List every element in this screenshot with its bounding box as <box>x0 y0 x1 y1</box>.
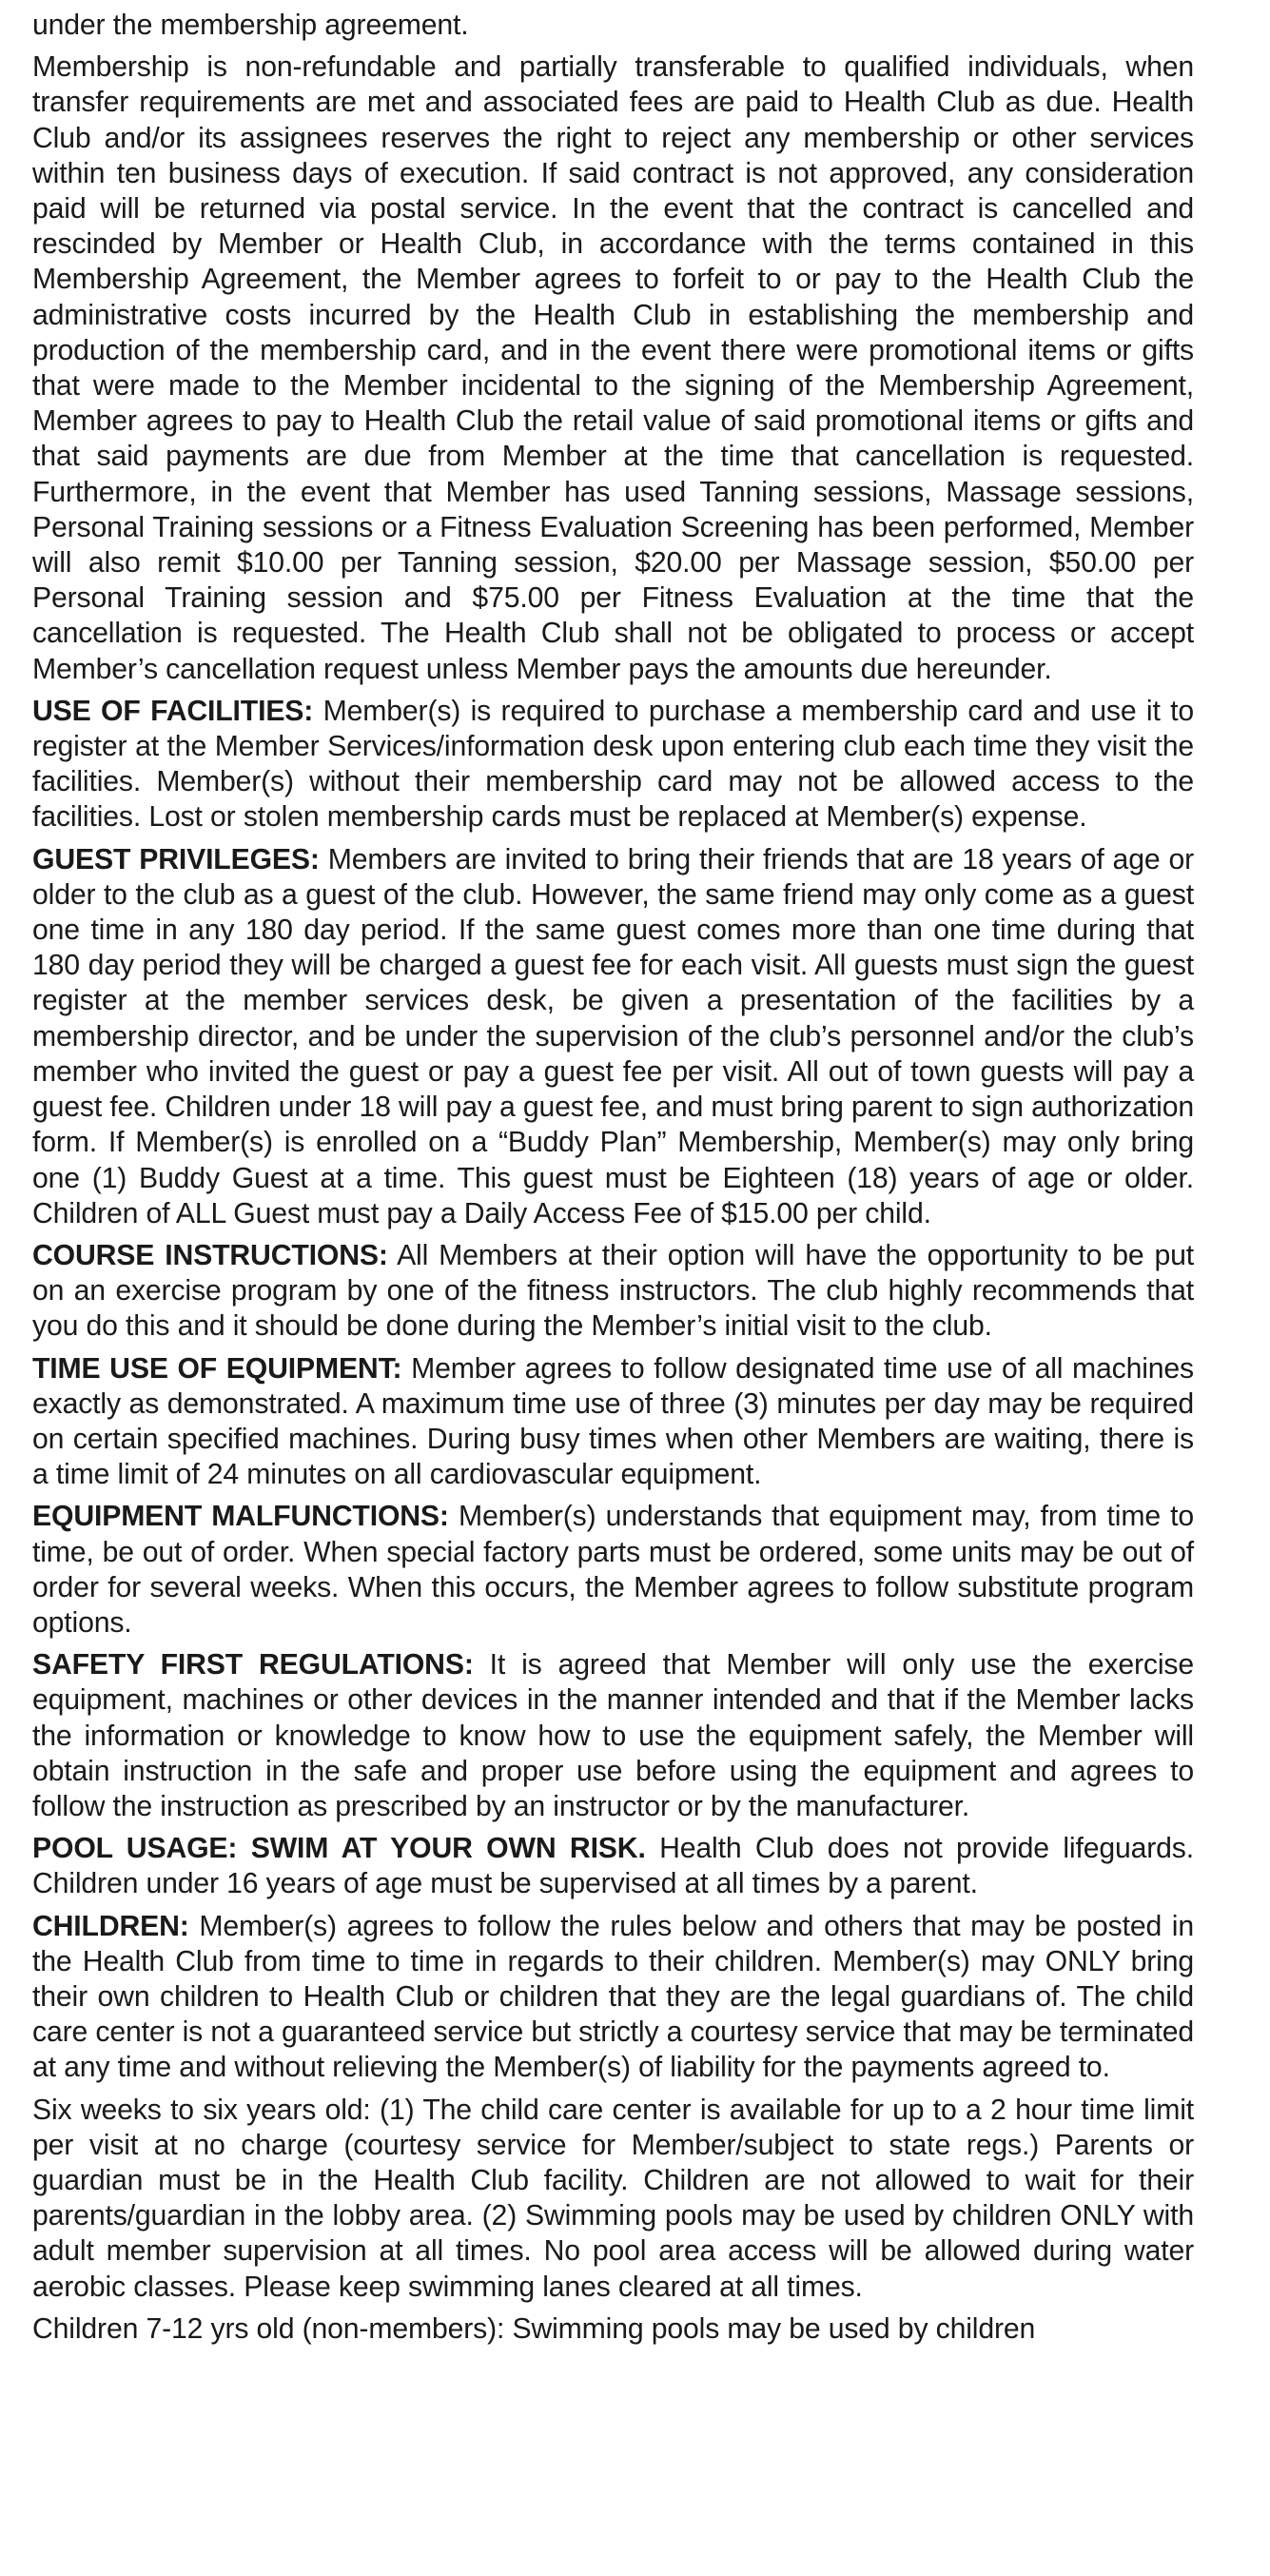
paragraph-text: Member(s) understands that equipment may, from time to time, be out of order. When special factory parts must be ordered, some units may be out of order for several weeks. When this occurs, the Member agrees to follow substitute program options. <box>32 1501 1194 1639</box>
paragraph-safety-first-regulations <box>32 1647 1194 1824</box>
section-heading: TIME USE OF EQUIPMENT: <box>32 1352 402 1385</box>
section-heading: CHILDREN: <box>32 1910 189 1942</box>
paragraph-text: Children 7-12 yrs old (non-members): Swimming pools may be used by children <box>32 2312 1036 2345</box>
paragraph-membership-agreement-end <box>32 8 1194 43</box>
section-heading: GUEST PRIVILEGES: <box>32 843 320 875</box>
paragraph-equipment-malfunctions <box>32 1499 1194 1641</box>
paragraph-text: Member(s) is required to purchase a membership card and use it to register at the Member Services/information desk upon entering club each time they visit the facilities. Member(s) without their membership card may not be allowed access to the facilities. Lost or stolen membership cards must be replaced at Member(s) expense. <box>32 695 1195 834</box>
paragraph-membership-transfer <box>32 49 1194 687</box>
paragraph-text: Members are invited to bring their friends that are 18 years of age or older to the club as a guest of the club. However, the same friend may only come as a guest one time in any 180 day period. If the same guest comes more than one time during that 180 day period they will be charged a guest fee for each visit. All guests must sign the guest register at the member services desk, be given a presentation of the facilities by a membership director, and be under the supervision of the club’s personnel and/or the club’s member who invited the guest or pay a guest fee per visit. All out of town guests will pay a guest fee. Children under 18 will pay a guest fee, and must bring parent to sign authorization form. If Member(s) is enrolled on a “Buddy Plan” Membership, Member(s) may only bring one (1) Buddy Guest at a time. This guest must be Eighteen (18) years of age or older. Children of ALL Guest must pay a Daily Access Fee of $15.00 per child. <box>32 843 1194 1229</box>
section-heading: SAFETY FIRST REGULATIONS: <box>32 1649 474 1681</box>
paragraph-text: Membership is non-refundable and partially transferable to qualified individuals, when transfer requirements are met and associated fees are paid to Health Club as due. Health Club and/or its assignees reserves the right to reject any membership or other services within ten business days of execution. If said contract is not approved, any consideration paid will be returned via postal service. In the event that the contract is cancelled and rescinded by Member or Health Club, in accordance with the terms contained in this Membership Agreement, the Member agrees to forfeit to or pay to the Health Club the administrative costs incurred by the Health Club in establishing the membership and production of the membership card, and in the event there were promotional items or gifts that were made to the Member incidental to the signing of the Membership Agreement, Member agrees to pay to Health Club the retail value of said promotional items or gifts and that said payments are due from Member at the time that cancellation is requested. Furthermore, in the event that Member has used Tanning sessions, Massage sessions, Personal Training sessions or a Fitness Evaluation Screening has been performed, Member will also remit $10.00 per Tanning session, $20.00 per Massage session, $50.00 per Personal Training session and $75.00 per Fitness Evaluation at the time that the cancellation is requested. The Health Club shall not be obligated to process or accept Member’s cancellation request unless Member pays the amounts due hereunder. <box>32 51 1194 685</box>
section-heading: POOL USAGE: SWIM AT YOUR OWN RISK. <box>32 1833 646 1865</box>
paragraph-children <box>32 1909 1194 2086</box>
section-heading: COURSE INSTRUCTIONS: <box>32 1239 388 1271</box>
paragraph-six-weeks-to-six-years <box>32 2093 1194 2305</box>
paragraph-course-instructions <box>32 1238 1194 1345</box>
paragraph-use-of-facilities <box>32 694 1194 836</box>
paragraph-text: Member agrees to follow designated time use of all machines exactly as demonstrated. A maximum time use of three (3) minutes per day may be required on certain specified machines. During busy times when other Members are waiting, there is a time limit of 24 minutes on all cardiovascular equipment. <box>32 1352 1194 1491</box>
paragraph-children-7-12 <box>32 2311 1194 2347</box>
paragraph-text: Health Club does not provide lifeguards. Children under 16 years of age must be supervised at all times by a parent. <box>32 1833 1194 1900</box>
section-heading: EQUIPMENT MALFUNCTIONS: <box>32 1501 449 1533</box>
paragraph-text: It is agreed that Member will only use the exercise equipment, machines or other devices in the manner intended and that if the Member lacks the information or knowledge to know how to use the equipment safely, the Member will obtain instruction in the safe and proper use before using the equipment and agrees to follow the instruction as prescribed by an instructor or by the manufacturer. <box>32 1649 1194 1822</box>
paragraph-text: Six weeks to six years old: (1) The child care center is available for up to a 2 hour time limit per visit at no charge (courtesy service for Member/subject to state regs.) Parents or guardian must be in the Health Club facility. Children are not allowed to wait for their parents/guardian in the lobby area. (2) Swimming pools may be used by children ONLY with adult member supervision at all times. No pool area access will be allowed during water aerobic classes. Please keep swimming lanes cleared at all times. <box>32 2094 1194 2303</box>
paragraph-text: under the membership agreement. <box>32 10 469 41</box>
paragraph-time-use-of-equipment <box>32 1351 1194 1493</box>
paragraph-text: All Members at their option will have the opportunity to be put on an exercise program by one of the fitness instructors. The club highly recommends that you do this and it should be done during the Member’s initial visit to the club. <box>32 1239 1194 1343</box>
paragraph-text: Member(s) agrees to follow the rules below and others that may be posted in the Health Club from time to time in regards to their children. Member(s) may ONLY bring their own children to Health Club or children that they are the legal guardians of. The child care center is not a guaranteed service but strictly a courtesy service that may be terminated at any time and without relieving the Member(s) of liability for the payments agreed to. <box>32 1910 1194 2084</box>
paragraph-guest-privileges <box>32 842 1194 1231</box>
section-heading: USE OF FACILITIES: <box>32 695 314 727</box>
paragraph-pool-usage <box>32 1831 1194 1901</box>
